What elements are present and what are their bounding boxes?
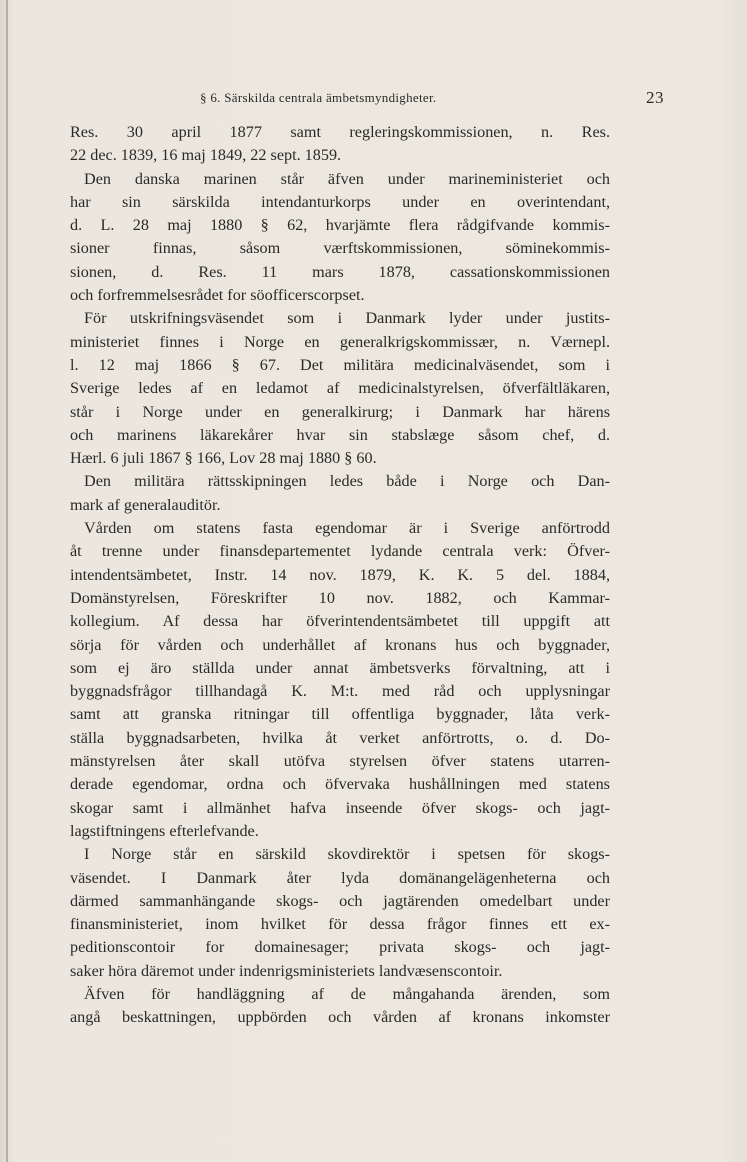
text-line: angå beskattningen, uppbörden och vården af kronans inkomster xyxy=(70,1008,610,1027)
text-line: samt att granska ritningar till offentliga byggnader, låta verk- xyxy=(70,705,610,724)
text-line: Den militära rättsskipningen ledes både i Norge och Dan- xyxy=(84,472,610,491)
text-line: peditionscontoir for domainesager; privata skogs- och jagt- xyxy=(70,938,610,957)
page-binding-edge xyxy=(6,0,8,1162)
text-line: Äfven för handläggning af de mångahanda ärenden, som xyxy=(84,984,610,1003)
text-line: och forfremmelsesrådet for söofficerscorpset. xyxy=(70,286,365,305)
text-line: därmed sammanhängande skogs- och jagtärenden omedelbart under xyxy=(70,891,610,910)
body-text xyxy=(70,121,610,1030)
text-line: skogar samt i allmänhet hafva inseende öfver skogs- och jagt- xyxy=(70,798,610,817)
text-line: mark af generalauditör. xyxy=(70,495,221,514)
text-line: Den danska marinen står äfven under marineministeriet och xyxy=(84,169,610,188)
running-header xyxy=(0,88,747,112)
text-line: Res. 30 april 1877 samt regleringskommissionen, n. Res. xyxy=(70,123,610,141)
text-line: Hærl. 6 juli 1867 § 166, Lov 28 maj 1880 § 60. xyxy=(70,449,377,468)
text-line: lagstiftningens efterlefvande. xyxy=(70,821,259,840)
text-line: byggnadsfrågor tillhandagå K. M:t. med råd och upplysningar xyxy=(70,682,610,701)
text-line: sioner finnas, såsom værftskommissionen, söminekommis- xyxy=(70,239,610,258)
text-line: intendentsämbetet, Instr. 14 nov. 1879, K. K. 5 del. 1884, xyxy=(70,565,610,584)
text-line: finansministeriet, inom hvilket för dessa frågor finnes ett ex- xyxy=(70,915,610,934)
text-line: kollegium. Af dessa har öfverintendentsämbetet till uppgift att xyxy=(70,612,610,631)
text-line: d. L. 28 maj 1880 § 62, hvarjämte flera rådgifvande kommis- xyxy=(70,216,610,235)
text-line: l. 12 maj 1866 § 67. Det militära medicinalväsendet, som i xyxy=(70,355,610,374)
text-line: I Norge står en särskild skovdirektör i spetsen för skogs- xyxy=(84,845,610,864)
text-line: Vården om statens fasta egendomar är i Sverige anförtrodd xyxy=(84,519,610,538)
text-line: Domänstyrelsen, Föreskrifter 10 nov. 1882, och Kammar- xyxy=(70,588,610,607)
text-line: sörja för vården och underhållet af kronans hus och byggnader, xyxy=(70,635,610,654)
text-line: som ej äro ställda under annat ämbetsverks förvaltning, att i xyxy=(70,658,610,677)
text-line: mänstyrelsen åter skall utöfva styrelsen öfver statens utarren- xyxy=(70,752,610,771)
text-line: saker höra däremot under indenrigsministeriets landvæsenscontoir. xyxy=(70,961,503,980)
text-line: ministeriet finnes i Norge en generalkrigskommissær, n. Værnepl. xyxy=(70,332,610,351)
text-line: Sverige ledes af en ledamot af medicinalstyrelsen, öfverfältläkaren, xyxy=(70,379,610,398)
text-line: och marinens läkarekårer hvar sin stabslæge såsom chef, d. xyxy=(70,425,610,444)
text-line: derade egendomar, ordna och öfvervaka hushållningen med statens xyxy=(70,775,610,794)
text-line: står i Norge under en generalkirurg; i Danmark har härens xyxy=(70,402,610,421)
text-line: väsendet. I Danmark åter lyda domänangelägenheterna och xyxy=(70,868,610,887)
text-line: har sin särskilda intendanturkorps under en overintendant, xyxy=(70,192,610,211)
section-title: § 6. Särskilda centrala ämbetsmyndigheter. xyxy=(200,90,437,105)
text-line: 22 dec. 1839, 16 maj 1849, 22 sept. 1859. xyxy=(70,146,342,165)
text-line: åt trenne under finansdepartementet lydande centrala verk: Öfver- xyxy=(70,542,610,561)
text-line: För utskrifningsväsendet som i Danmark lyder under justits- xyxy=(84,309,610,328)
page-number: 23 xyxy=(646,88,664,107)
text-line: sionen, d. Res. 11 mars 1878, cassationskommissionen xyxy=(70,262,610,281)
text-line: ställa byggnadsarbeten, hvilka åt verket anförtrotts, o. d. Do- xyxy=(70,728,610,747)
